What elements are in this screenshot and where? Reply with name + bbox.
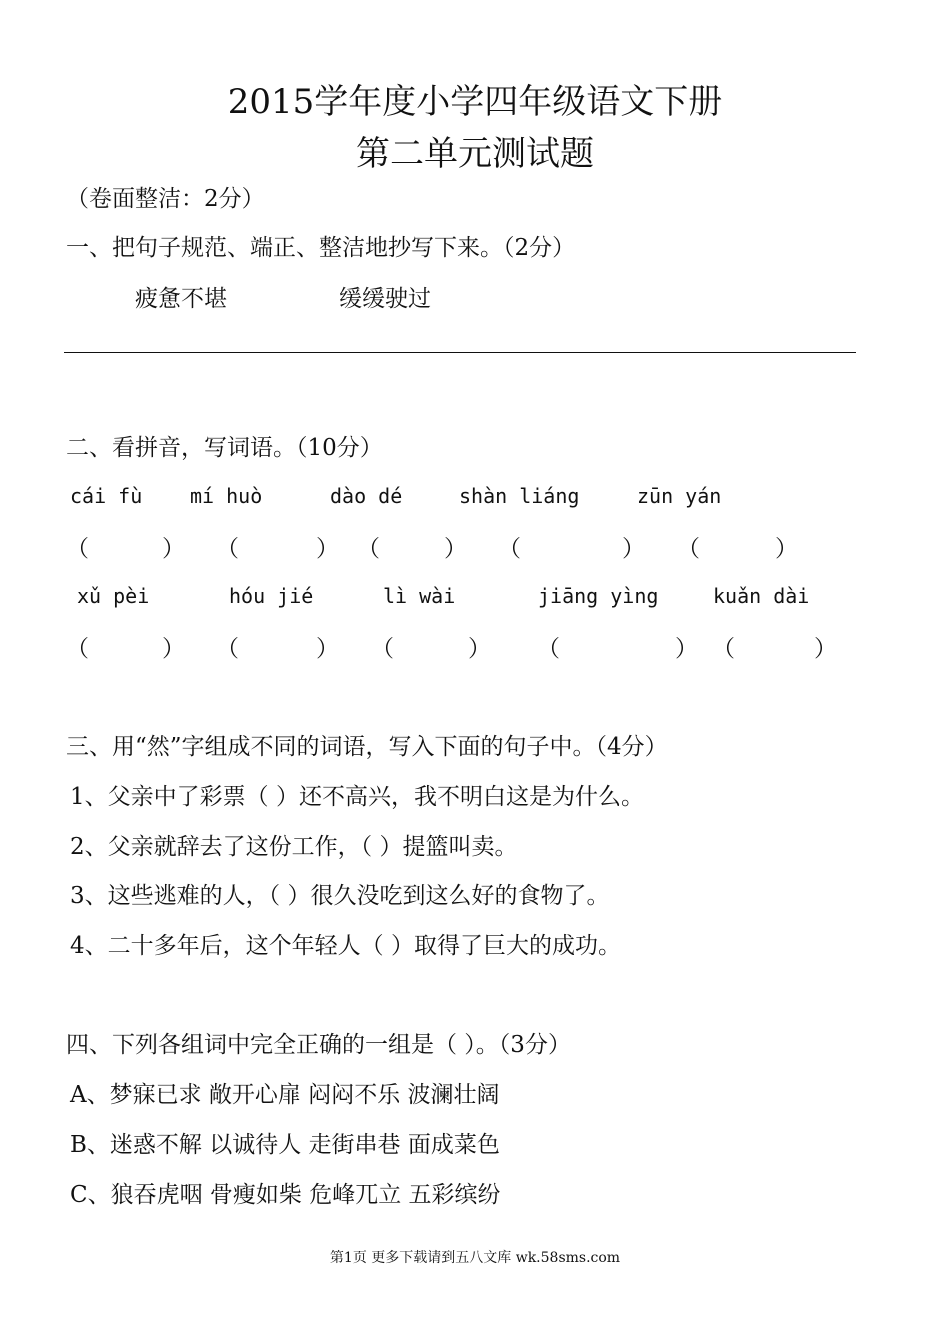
pinyin-jiang-ying: jiāng yìng bbox=[538, 584, 659, 608]
sentence-item-4: 4、二十多年后，这个年轻人（ ）取得了巨大的成功。 bbox=[70, 933, 621, 959]
copy-word-1: 疲惫不堪 bbox=[135, 286, 227, 312]
section4-heading: 四、下列各组词中完全正确的一组是（ ）。（3分） bbox=[66, 1032, 571, 1058]
section1-heading: 一、把句子规范、端正、整洁地抄写下来。（2分） bbox=[66, 235, 576, 261]
answer-paren-open: （ bbox=[677, 536, 700, 562]
answer-paren-close: ） bbox=[316, 536, 339, 562]
sentence-item-2: 2、父亲就辞去了这份工作，（ ）提篮叫卖。 bbox=[70, 834, 518, 860]
exam-subtitle: 第二单元测试题 bbox=[356, 134, 594, 174]
exam-title: 2015学年度小学四年级语文下册 bbox=[227, 82, 723, 122]
answer-paren-close: ） bbox=[316, 636, 339, 662]
neatness-note: （卷面整洁：2分） bbox=[66, 186, 265, 212]
pinyin-hou-jie: hóu jié bbox=[229, 584, 314, 608]
answer-paren-open: （ bbox=[66, 536, 89, 562]
pinyin-dao-de: dào dé bbox=[330, 484, 403, 508]
option-b: B、迷惑不解 以诚待人 走街串巷 面成菜色 bbox=[70, 1132, 500, 1158]
answer-paren-open: （ bbox=[537, 636, 560, 662]
pinyin-xu-pei: xǔ pèi bbox=[77, 584, 150, 608]
pinyin-mi-huo: mí huò bbox=[190, 484, 263, 508]
answer-paren-close: ） bbox=[775, 536, 798, 562]
pinyin-cai-fu: cái fù bbox=[70, 484, 143, 508]
section3-heading: 三、用“然”字组成不同的词语，写入下面的句子中。（4分） bbox=[66, 734, 668, 760]
option-a: A、梦寐已求 敞开心扉 闷闷不乐 波澜壮阔 bbox=[70, 1082, 500, 1108]
writing-line[interactable] bbox=[64, 352, 856, 353]
answer-paren-close: ） bbox=[622, 536, 645, 562]
section2-heading: 二、看拼音，写词语。（10分） bbox=[66, 435, 383, 461]
answer-paren-open: （ bbox=[66, 636, 89, 662]
answer-paren-close: ） bbox=[814, 636, 837, 662]
sentence-item-1: 1、父亲中了彩票（ ）还不高兴，我不明白这是为什么。 bbox=[70, 784, 644, 810]
pinyin-li-wai: lì wài bbox=[383, 584, 456, 608]
option-c: C、狼吞虎咽 骨瘦如柴 危峰兀立 五彩缤纷 bbox=[70, 1182, 501, 1208]
answer-paren-open: （ bbox=[216, 536, 239, 562]
answer-paren-open: （ bbox=[216, 636, 239, 662]
pinyin-kuan-dai: kuǎn dài bbox=[713, 584, 810, 608]
answer-paren-open: （ bbox=[712, 636, 735, 662]
answer-paren-close: ） bbox=[162, 636, 185, 662]
answer-paren-open: （ bbox=[371, 636, 394, 662]
answer-paren-close: ） bbox=[468, 636, 491, 662]
answer-paren-close: ） bbox=[162, 536, 185, 562]
page-footer: 第1页 更多下载请到五八文库 wk.58sms.com bbox=[329, 1250, 621, 1266]
answer-paren-open: （ bbox=[498, 536, 521, 562]
pinyin-shan-liang: shàn liáng bbox=[459, 484, 580, 508]
answer-paren-close: ） bbox=[675, 636, 698, 662]
answer-paren-close: ） bbox=[444, 536, 467, 562]
pinyin-zun-yan: zūn yán bbox=[637, 484, 722, 508]
answer-paren-open: （ bbox=[357, 536, 380, 562]
copy-word-2: 缓缓驶过 bbox=[339, 286, 431, 312]
sentence-item-3: 3、这些逃难的人，（ ）很久没吃到这么好的食物了。 bbox=[70, 883, 610, 909]
